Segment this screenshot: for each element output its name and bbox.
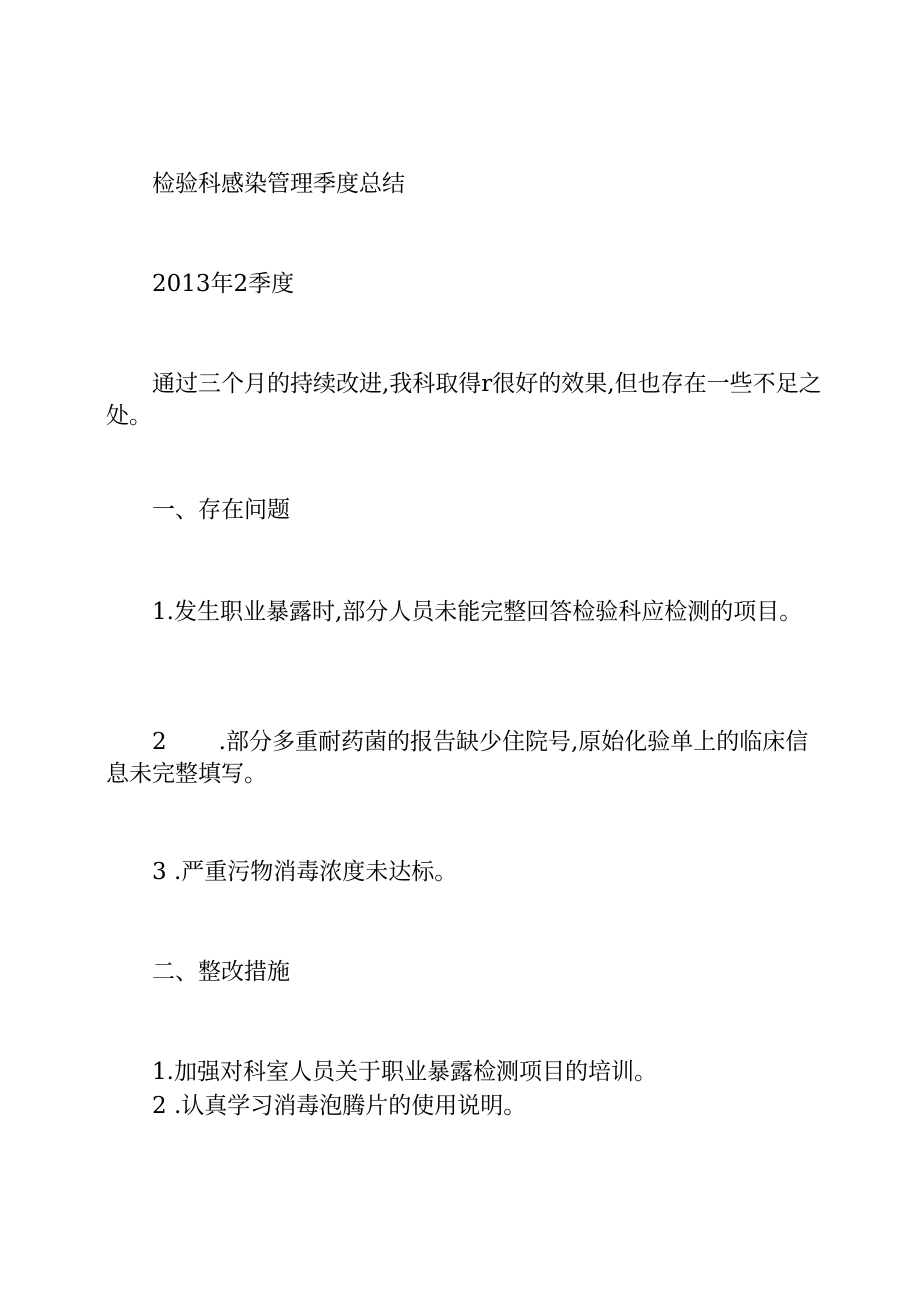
problem-item-1 — [106, 596, 826, 628]
measure-item-1 — [152, 1056, 657, 1088]
item-number: 2 — [152, 1093, 167, 1119]
item-text: .严重污物消毒浓度未达标。 — [173, 859, 458, 885]
item-text: .认真学习消毒泡腾片的使用说明。 — [173, 1093, 527, 1119]
measure-item-2 — [152, 1090, 526, 1122]
section-heading-problems: 一、存在问题 — [152, 497, 290, 523]
document-date: 2013年2季度 — [152, 271, 295, 297]
problem-item-3 — [152, 856, 457, 888]
section-heading-measures: 二、整改措施 — [152, 959, 290, 985]
item-number: 3 — [152, 859, 167, 885]
item-number: 1 — [152, 599, 167, 625]
document-title: 检验科感染管理季度总结 — [152, 171, 405, 197]
intro-paragraph: 通过三个月的持续改进,我科取得r很好的效果,但也存在一些不足之处。 — [106, 371, 822, 429]
item-number: 2 — [152, 729, 167, 755]
item-text: .加强对科室人员关于职业暴露检测项目的培训。 — [166, 1059, 657, 1085]
item-text: .部分多重耐药菌的报告缺少住院号,原始化验单上的临床信息未完整填写。 — [106, 729, 809, 787]
problem-item-2 — [106, 726, 826, 790]
item-text: .发生职业暴露时,部分人员未能完整回答检验科应检测的项目。 — [166, 599, 803, 625]
item-number: 1 — [152, 1059, 167, 1085]
